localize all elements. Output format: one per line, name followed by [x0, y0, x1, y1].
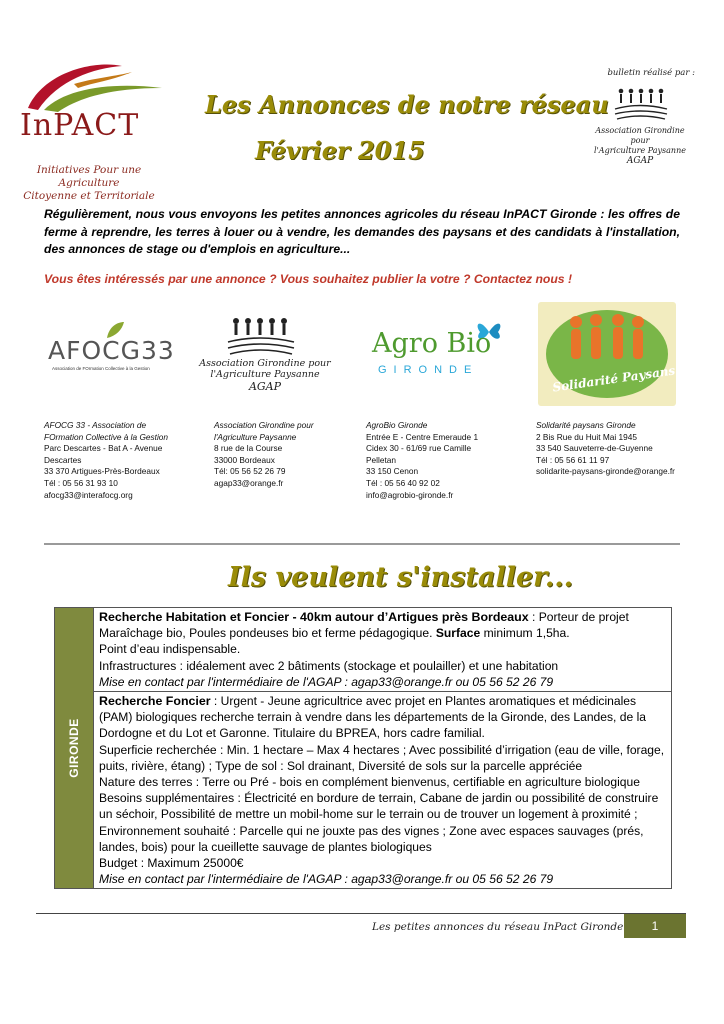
- table-row: [55, 692, 672, 889]
- partner-afocg-line: AFOCG 33 - Association de: [44, 420, 147, 430]
- agrobio-subtitle: GIRONDE: [378, 364, 479, 376]
- partner-agap-line: 33000 Bordeaux: [214, 454, 275, 465]
- tagline-line-1: Initiatives Pour une Agriculture: [36, 164, 142, 189]
- table-row: [55, 608, 672, 692]
- tagline-line-2: Citoyenne et Territoriale: [23, 190, 155, 202]
- footer-text: Les petites annonces du réseau InPact Gironde: [372, 921, 624, 933]
- inpact-tagline: [14, 164, 164, 203]
- credit-block: [585, 68, 695, 166]
- partner-afocg-line: FOrmation Collective à la Gestion: [44, 431, 169, 442]
- partner-afocg-line: Parc Descartes - Bat A - Avenue: [44, 443, 163, 454]
- agap-logo-line-2: l'Agriculture Paysanne: [210, 369, 320, 380]
- announcement-2: [94, 692, 672, 889]
- credit-label: bulletin réalisé par :: [607, 68, 695, 78]
- agap-logo-line-3: AGAP: [248, 380, 282, 393]
- announcement-1-heading: Recherche Habitation et Foncier - 40km autour d’Artigues près Bordeaux: [99, 610, 529, 624]
- agap-farmers-icon: [196, 312, 334, 358]
- announcement-1-line: Point d’eau indispensable.: [99, 642, 241, 657]
- announcement-1-contact[interactable]: Mise en contact par l'intermédiaire de l'AGAP : agap33@orange.fr ou 05 56 52 26 79: [99, 674, 554, 689]
- announcement-1-text: : Porteur de projet Maraîchage bio, Poules pondeuses bio et ferme pédagogique.: [99, 610, 629, 641]
- afocg-wordmark: AFOCG33: [48, 336, 175, 365]
- partner-agrobio-line: Cidex 30 - 61/69 rue Camille: [366, 443, 472, 454]
- region-label-cell: [55, 608, 94, 889]
- announcement-1-surface: minimum 1,5ha.: [480, 626, 570, 641]
- partner-agrobio-line: Entrée E - Centre Emeraude 1: [366, 431, 479, 442]
- partner-agrobio-line: Pelletan: [366, 454, 396, 465]
- partner-agrobio-line: 33 150 Cenon: [366, 466, 419, 477]
- announcement-2-line: Budget : Maximum 25000€: [99, 856, 244, 871]
- partner-afocg-line: Descartes: [44, 454, 82, 465]
- page-number: 1: [624, 914, 686, 938]
- afocg-subtitle: Association de FOrmation Collective à la Gestion: [52, 366, 150, 371]
- page-title: Les Annonces de notre réseau: [205, 90, 609, 119]
- credit-org-line-1: Association Girondine pour: [595, 126, 685, 145]
- credit-org-line-3: AGAP: [626, 156, 654, 166]
- partner-solidarite-email[interactable]: solidarite-paysans-gironde@orange.fr: [536, 466, 675, 477]
- credit-org-line-2: l'Agriculture Paysanne: [594, 146, 686, 155]
- section-divider: [44, 543, 680, 545]
- partner-agrobio-line: Tél : 05 56 40 92 02: [366, 477, 440, 488]
- partner-solidarite-line: Tél : 05 56 61 11 97: [536, 454, 610, 465]
- partner-agap-line: l'Agriculture Paysanne: [214, 431, 297, 442]
- partner-agrobio-address: [366, 420, 526, 501]
- announcement-2-contact[interactable]: Mise en contact par l'intermédiaire de l'AGAP : agap33@orange.fr ou 05 56 52 26 79: [99, 872, 554, 887]
- agrobio-logo: [366, 318, 506, 380]
- partner-afocg-email[interactable]: afocg33@interafocg.org: [44, 489, 133, 500]
- footer-rule: [36, 913, 686, 914]
- page-subtitle-date: Février 2015: [255, 136, 425, 165]
- partner-afocg-line: Tél : 05 56 31 93 10: [44, 477, 118, 488]
- afocg-logo: [44, 320, 184, 376]
- contact-callout: Vous êtes intéressés par une annonce ? Vous souhaitez publier la votre ? Contactez nous !: [44, 272, 573, 286]
- partner-agrobio-email[interactable]: info@agrobio-gironde.fr: [366, 489, 454, 500]
- partner-agap-line: 8 rue de la Course: [214, 443, 283, 454]
- inpact-wordmark: InPACT: [20, 108, 140, 143]
- announcement-1-line: Infrastructures : idéalement avec 2 bâtiments (stockage et poulailler) et une habitation: [99, 658, 559, 673]
- partner-agap-address: [214, 420, 359, 490]
- partner-afocg-line: 33 370 Artigues-Près-Bordeaux: [44, 466, 160, 477]
- announcement-2-text: : Urgent - Jeune agricultrice avec projet en Plantes aromatiques et médicinales (PAM) biologiques recherche terrain à vendre dans les départements de la Gironde, des Landes, de la Dordogne et du Lot et Garonne. Titulaire du BPREA, hors cadre familial.: [99, 694, 646, 741]
- section-title: Ils veulent s'installer...: [228, 562, 574, 593]
- partner-solidarite-address: [536, 420, 716, 478]
- intro-paragraph: Régulièrement, nous vous envoyons les petites annonces agricoles du réseau InPACT Gironde : les offres de ferme à reprendre, les terres à louer ou à vendre, les demandes des paysans et des candidats à l'installation, des annonces de stage ou d'emplois en agriculture...: [44, 207, 680, 256]
- partner-agap-line: Tél: 05 56 52 26 79: [214, 466, 286, 477]
- partner-agrobio-line: AgroBio Gironde: [366, 420, 428, 430]
- partner-solidarite-line: 33 540 Sauveterre-de-Guyenne: [536, 443, 653, 454]
- agrobio-wordmark: Agro Bio: [372, 328, 492, 359]
- partner-solidarite-line: 2 Bis Rue du Huit Mai 1945: [536, 431, 638, 442]
- announcements-table: [54, 607, 672, 889]
- announcement-2-line: Nature des terres : Terre ou Pré - bois en complément bienvenus, certifiable en agriculture biologique: [99, 775, 640, 790]
- agap-logo-icon: [585, 82, 695, 126]
- announcement-2-line: Superficie recherchée : Min. 1 hectare – Max 4 hectares ; Avec possibilité d’irrigation (eau de ville, forage, puits, rivière, étang) ; Type de sol : Sol drainant, Diversité de sols sur la parcelle appréciée: [99, 742, 665, 773]
- people-icon: [562, 312, 652, 372]
- announcement-2-line: Besoins supplémentaires : Électricité en bordure de terrain, Cabane de jardin ou possibilité de construire un séchoir, Possibilité de mettre un mobil-home sur le terrain ou de trouver un logement à proximité ; Environnement souhaité : Parcelle qui ne jouxte pas des vignes ; Zone avec espaces sauvages (prés, landes, bois) pour la cueillette sauvage de plantes biologiques: [99, 791, 659, 854]
- announcement-1-surface-label: Surface: [435, 626, 481, 641]
- region-label: GIRONDE: [67, 718, 81, 778]
- agap-logo-line-1: Association Girondine pour: [199, 358, 331, 369]
- agap-logo: [196, 312, 334, 402]
- partner-solidarite-line: Solidarité paysans Gironde: [536, 420, 636, 430]
- partner-agap-line: Association Girondine pour: [214, 420, 314, 430]
- announcement-1: [94, 608, 672, 692]
- solidarite-wordmark: Solidarité Paysans: [551, 363, 676, 395]
- solidarite-paysans-logo: [538, 302, 676, 406]
- partner-afocg-address: [44, 420, 204, 501]
- announcement-2-heading: Recherche Foncier: [99, 694, 211, 709]
- inpact-logo: [14, 58, 164, 202]
- partner-agap-email[interactable]: agap33@orange.fr: [214, 477, 284, 488]
